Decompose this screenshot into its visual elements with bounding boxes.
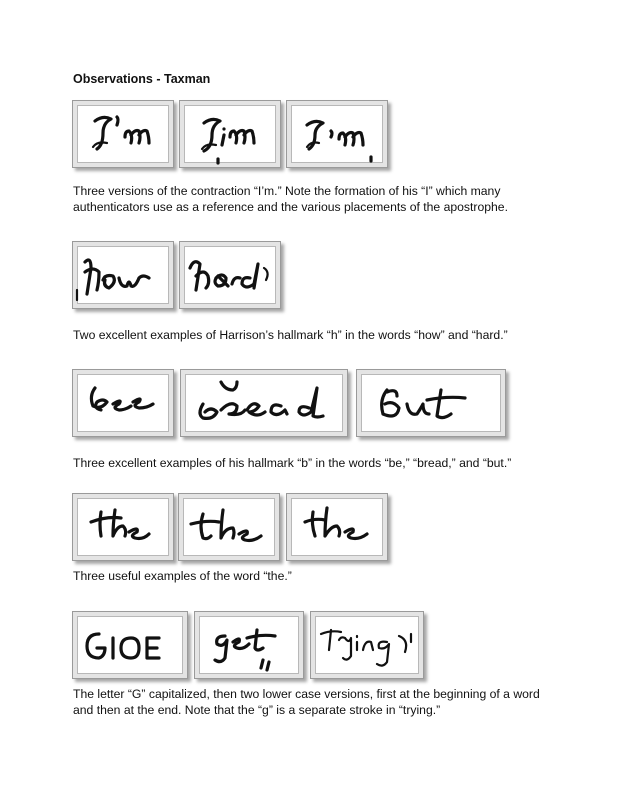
handwriting-sample-the-1 — [72, 493, 174, 561]
handwriting-sample-im-1 — [72, 100, 174, 168]
caption-im: Three versions of the contraction “I’m.” Note the formation of his “I” which many authenticators use as a reference and the various placements of the apostrophe. — [73, 184, 508, 214]
handwriting-sample-the-3 — [286, 493, 388, 561]
handwriting-sample-gioe — [72, 611, 188, 679]
handwriting-sample-im-2 — [179, 100, 281, 168]
handwriting-sample-the-2 — [178, 493, 280, 561]
handwriting-sample-be — [72, 369, 174, 437]
caption-the: Three useful examples of the word “the.” — [73, 569, 292, 583]
caption-g: The letter “G” capitalized, then two lower case versions, first at the beginning of a word and then at the end. Note that the “g” is a separate stroke in “trying.” — [73, 687, 540, 717]
page-title: Observations - Taxman — [73, 72, 211, 86]
handwriting-sample-how — [72, 241, 174, 309]
handwriting-sample-hard — [179, 241, 281, 309]
handwriting-sample-but — [356, 369, 506, 437]
handwriting-sample-trying — [310, 611, 424, 679]
caption-b: Three excellent examples of his hallmark “b” in the words “be,” “bread,” and “but.” — [73, 456, 512, 470]
caption-h: Two excellent examples of Harrison’s hallmark “h” in the words “how” and “hard.” — [73, 328, 508, 342]
handwriting-sample-im-3 — [286, 100, 388, 168]
handwriting-sample-bread — [180, 369, 348, 437]
handwriting-sample-get — [194, 611, 304, 679]
